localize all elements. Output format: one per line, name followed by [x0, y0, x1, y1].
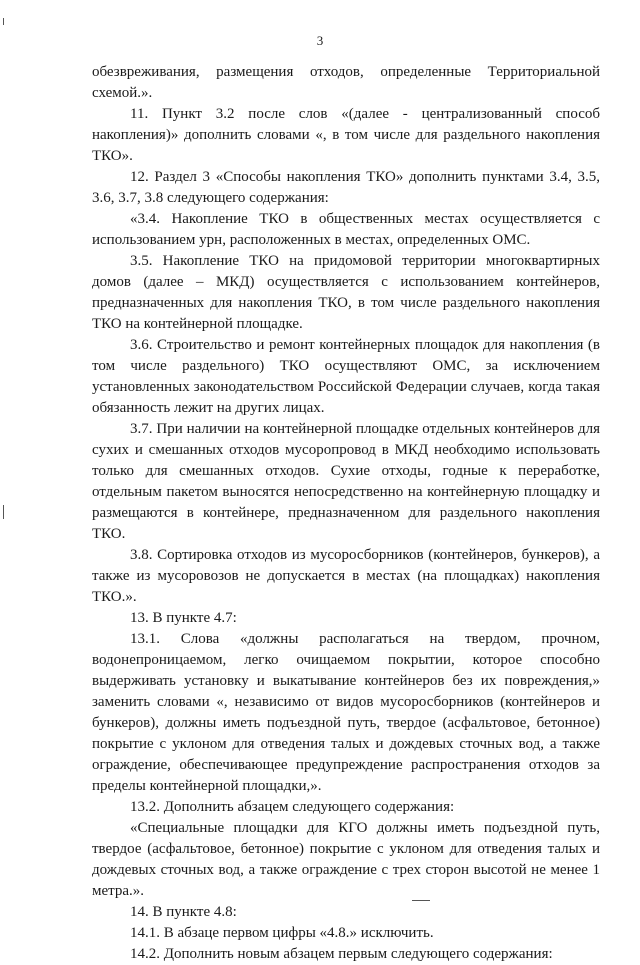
paragraph: 14.1. В абзаце первом цифры «4.8.» исключить.	[130, 925, 434, 941]
scan-artifact	[3, 505, 4, 519]
document-body	[92, 62, 600, 965]
paragraph: 13.1. Слова «должны располагаться на твердом, прочном, водонепроницаемом, легко очищаемом покрытии, которое способно выдерживать установку и выкатывание контейнеров без их повреждения,» заменить словами «, независимо от видов мусоросборников (контейнеров и бункеров), должны иметь подъездной путь, твердое (асфальтовое, бетонное) покрытие с уклоном для отведения талых и дождевых сточных вод, а также ограждение, обеспечивающее предупреждение распространения отходов за пределы контейнерной площадки,».	[92, 631, 600, 794]
paragraph: 12. Раздел 3 «Способы накопления ТКО» дополнить пунктами 3.4, 3.5, 3.6, 3.7, 3.8 следующего содержания:	[92, 169, 600, 206]
paragraph: 13.2. Дополнить абзацем следующего содержания:	[130, 799, 455, 815]
paragraph: 13. В пункте 4.7:	[130, 610, 237, 626]
paragraph: обезвреживания, размещения отходов, определенные Территориальной схемой.».	[92, 64, 600, 101]
paragraph: 14. В пункте 4.8:	[130, 904, 237, 920]
paragraph: 3.6. Строительство и ремонт контейнерных площадок для накопления (в том числе раздельного) ТКО осуществляют ОМС, за исключением установленных законодательством Российской Федерации случаев, когда такая обязанность лежит на других лицах.	[92, 337, 600, 416]
paragraph: 3.7. При наличии на контейнерной площадке отдельных контейнеров для сухих и смешанных отходов мусоропровод в МКД необходимо использовать только для смешанных отходов. Сухие отходы, годные к переработке, отдельным пакетом выносятся непосредственно на контейнерную площадку и размещаются в контейнере, предназначенном для раздельного накопления ТКО.	[92, 421, 600, 542]
paragraph: «3.4. Накопление ТКО в общественных местах осуществляется с использованием урн, расположенных в местах, определенных ОМС.	[92, 211, 600, 248]
paragraph: 11. Пункт 3.2 после слов «(далее - централизованный способ накопления)» дополнить словами «, в том числе для раздельного накопления ТКО».	[92, 106, 600, 164]
scan-artifact	[3, 18, 4, 25]
paragraph: 3.5. Накопление ТКО на придомовой территории многоквартирных домов (далее – МКД) осуществляется с использованием контейнеров, предназначенных для накопления ТКО, в том числе раздельного накопления ТКО на контейнерной площадке.	[92, 253, 600, 332]
page-number: 3	[316, 33, 324, 48]
paragraph: 14.2. Дополнить новым абзацем первым следующего содержания:	[130, 946, 553, 962]
paragraph: «Специальные площадки для КГО должны иметь подъездной путь, твердое (асфальтовое, бетонное) покрытие с уклоном для отведения талых и дождевых сточных вод, а также ограждение с трех сторон высотой не менее 1 метра.».	[92, 820, 600, 899]
paragraph: 3.8. Сортировка отходов из мусоросборников (контейнеров, бункеров), а также из мусоровозов не допускается в местах (на площадках) накопления ТКО.».	[92, 547, 600, 605]
